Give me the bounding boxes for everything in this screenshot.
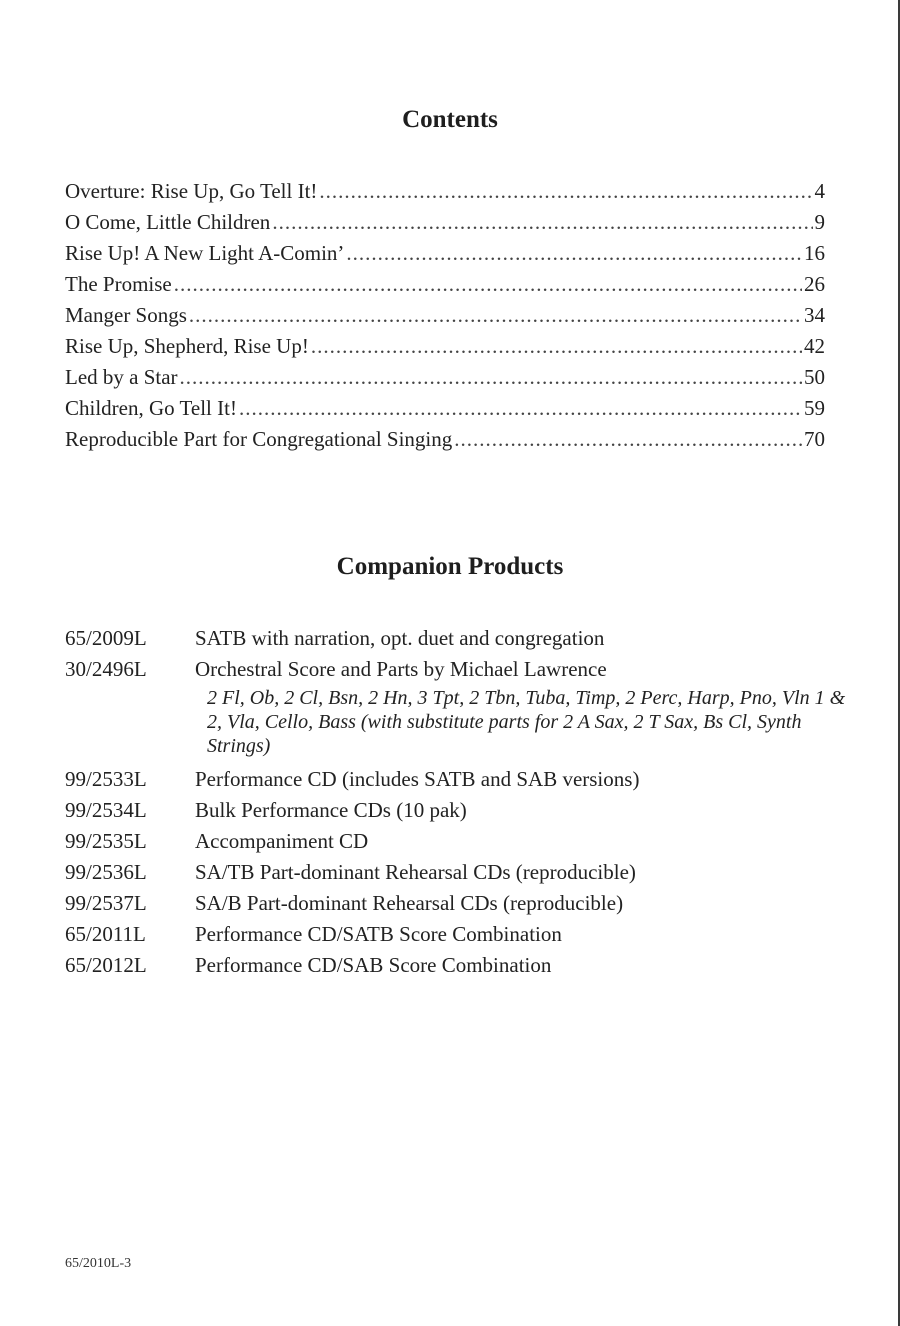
toc-entry <box>65 269 825 300</box>
instrumentation-note: 2 Fl, Ob, 2 Cl, Bsn, 2 Hn, 3 Tpt, 2 Tbn, Tuba, Timp, 2 Perc, Harp, Pno, Vln 1 & 2, Vla, Cello, Bass (with substitute parts for 2 A Sax, 2 T Sax, Bs Cl, Synth Strings) <box>207 687 846 757</box>
toc-dot-leader <box>346 238 802 269</box>
product-description: Orchestral Score and Parts by Michael Lawrence <box>195 657 607 681</box>
companion-products-list <box>65 623 845 981</box>
product-code: 99/2537L <box>65 891 147 915</box>
toc-entry-title: Rise Up! A New Light A-Comin’ <box>65 241 345 265</box>
toc-dot-leader <box>311 331 802 362</box>
toc-entry-page: 70 <box>804 427 825 451</box>
toc-entry <box>65 176 825 207</box>
product-code: 99/2536L <box>65 860 147 884</box>
product-description: SA/TB Part-dominant Rehearsal CDs (reproducible) <box>195 860 636 884</box>
product-row <box>65 623 845 654</box>
product-code: 65/2012L <box>65 953 147 977</box>
product-row <box>65 919 845 950</box>
companion-products-heading: Companion Products <box>336 553 564 580</box>
toc-dot-leader <box>180 362 802 393</box>
product-code: 99/2534L <box>65 798 147 822</box>
product-description: Performance CD (includes SATB and SAB versions) <box>195 767 640 791</box>
toc-entry <box>65 207 825 238</box>
toc-entry-title: Led by a Star <box>65 365 178 389</box>
toc-entry <box>65 238 825 269</box>
toc-entry <box>65 331 825 362</box>
toc-entry-page: 34 <box>804 303 825 327</box>
product-description: SATB with narration, opt. duet and congregation <box>195 626 605 650</box>
product-row <box>65 654 845 685</box>
product-description: Accompaniment CD <box>195 829 369 853</box>
contents-heading: Contents <box>402 106 498 133</box>
product-row <box>65 795 845 826</box>
toc-dot-leader <box>189 300 802 331</box>
product-description: Performance CD/SAB Score Combination <box>195 953 552 977</box>
product-code: 99/2535L <box>65 829 147 853</box>
toc-entry <box>65 362 825 393</box>
toc-entry-page: 59 <box>804 396 825 420</box>
toc-dot-leader <box>174 269 802 300</box>
product-code: 65/2009L <box>65 626 147 650</box>
toc-entry-page: 26 <box>804 272 825 296</box>
footer-page-code: 65/2010L-3 <box>65 1256 132 1271</box>
product-code: 30/2496L <box>65 657 147 681</box>
toc-entry-title: Rise Up, Shepherd, Rise Up! <box>65 334 309 358</box>
product-code: 65/2011L <box>65 922 146 946</box>
product-row <box>65 764 845 795</box>
product-row <box>65 826 845 857</box>
toc-dot-leader <box>272 207 812 238</box>
toc-entry-page: 16 <box>804 241 825 265</box>
product-row <box>65 950 845 981</box>
toc-entry-page: 4 <box>814 179 825 203</box>
toc-dot-leader <box>239 393 802 424</box>
product-description: Bulk Performance CDs (10 pak) <box>195 798 467 822</box>
toc-entry-page: 42 <box>804 334 825 358</box>
toc-entry-title: The Promise <box>65 272 172 296</box>
product-description: Performance CD/SATB Score Combination <box>195 922 562 946</box>
toc-entry-title: Reproducible Part for Congregational Singing <box>65 427 453 451</box>
toc-entry-title: O Come, Little Children <box>65 210 271 234</box>
table-of-contents <box>65 176 825 455</box>
toc-dot-leader <box>319 176 812 207</box>
toc-entry-page: 9 <box>814 210 825 234</box>
toc-entry <box>65 393 825 424</box>
toc-entry-title: Manger Songs <box>65 303 187 327</box>
product-row <box>65 857 845 888</box>
product-row <box>65 888 845 919</box>
toc-entry-page: 50 <box>804 365 825 389</box>
toc-entry-title: Children, Go Tell It! <box>65 396 237 420</box>
toc-entry <box>65 300 825 331</box>
toc-dot-leader <box>454 424 802 455</box>
product-code: 99/2533L <box>65 767 147 791</box>
toc-entry-title: Overture: Rise Up, Go Tell It! <box>65 179 318 203</box>
product-description: SA/B Part-dominant Rehearsal CDs (reproducible) <box>195 891 624 915</box>
toc-entry <box>65 424 825 455</box>
